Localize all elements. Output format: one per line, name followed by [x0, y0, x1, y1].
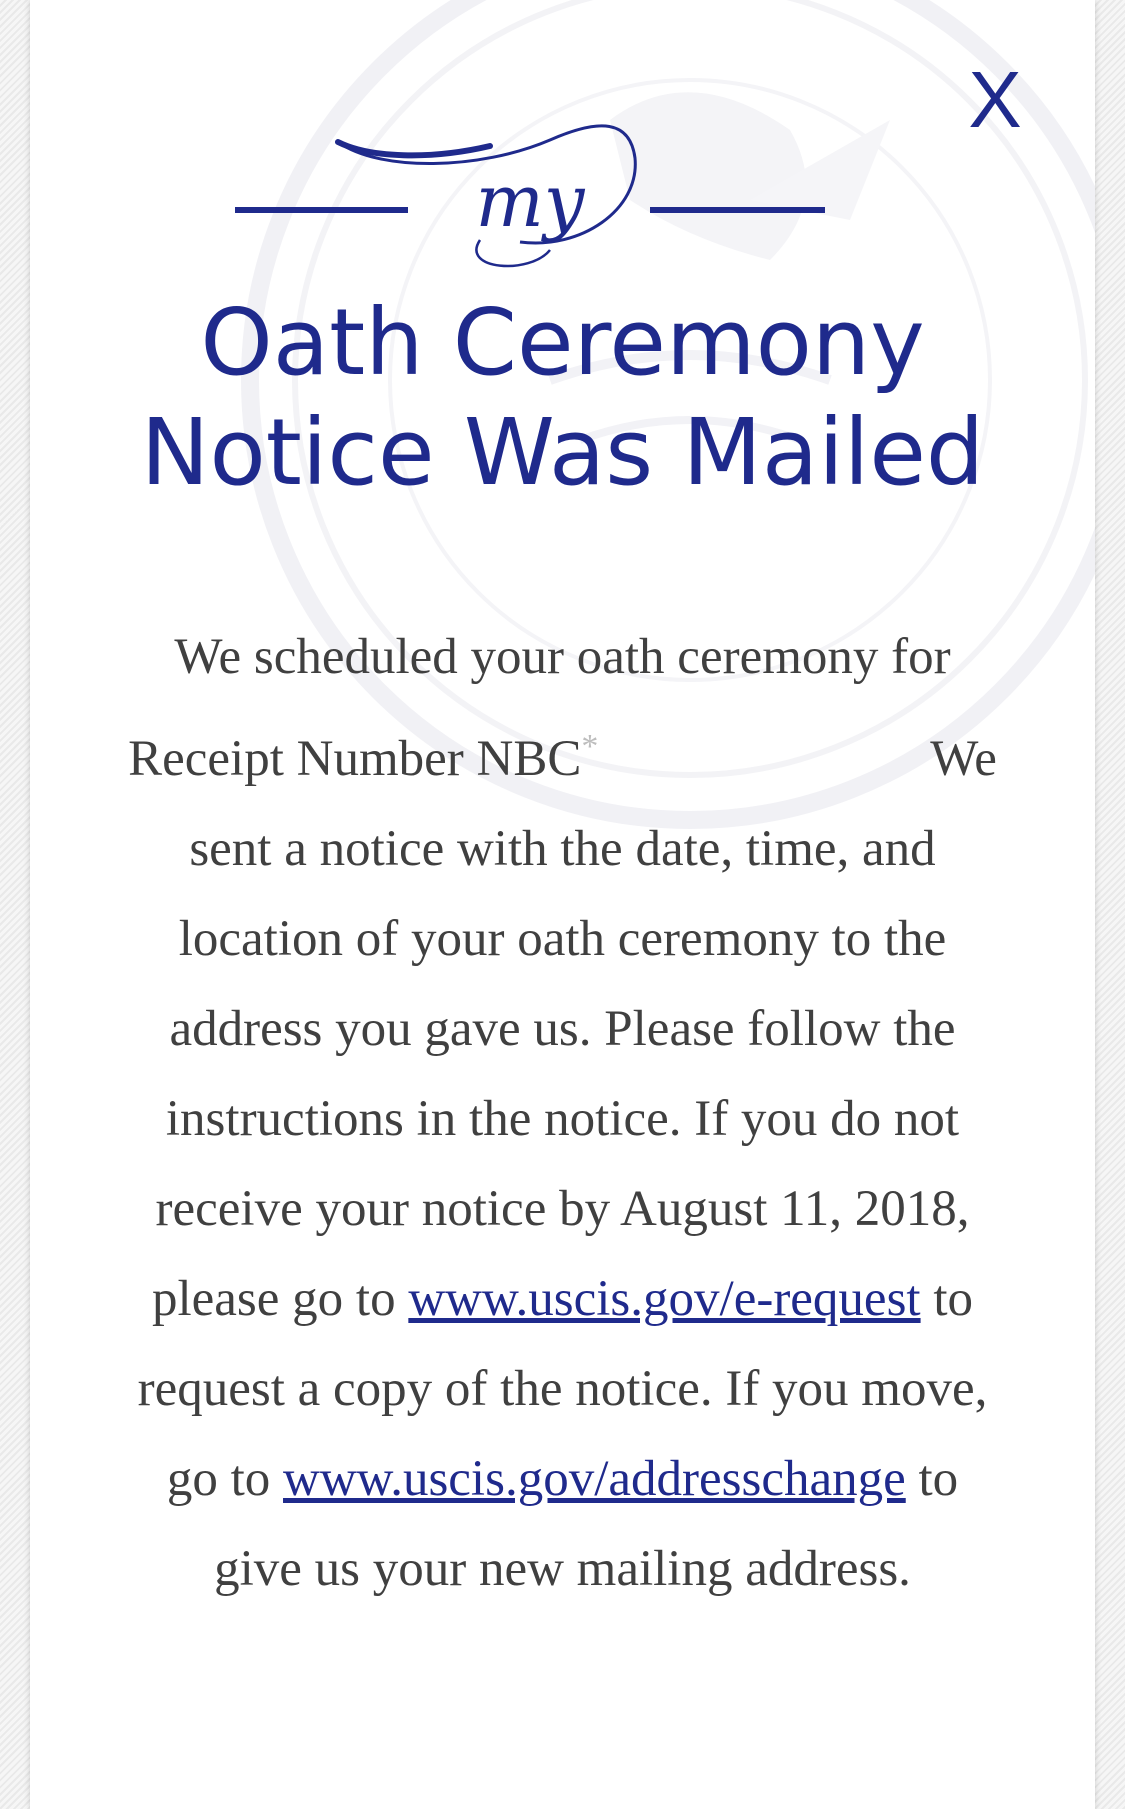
message-part-3: to request a copy of the notice. If you move, go to: [137, 1271, 988, 1507]
asterisk: *: [581, 728, 599, 765]
message-part-2: We sent a notice with the date, time, and location of your oath ceremony to the address you gave us. Please follow the instructions in the notice. If you do not receive your notice by August 11, 2018, please go to: [151, 731, 997, 1327]
page-edge-left: [0, 0, 30, 1809]
page-edge-right: [1095, 0, 1125, 1809]
title-line-2: Notice Was Mailed: [140, 399, 985, 506]
title-line-1: Oath Ceremony: [200, 289, 925, 396]
page-title: [30, 288, 1095, 508]
address-change-link[interactable]: www.uscis.gov/addresschange: [283, 1451, 906, 1507]
message-part-1: We scheduled your oath ceremony for Receipt Number NBC: [128, 629, 951, 787]
my-uscis-logo: [230, 100, 930, 290]
close-button[interactable]: X: [968, 55, 1022, 144]
status-message: [120, 612, 1005, 1614]
e-request-link[interactable]: www.uscis.gov/e-request: [408, 1271, 921, 1327]
logo-text: my: [475, 159, 585, 243]
message-part-4: to give us your new mailing address.: [214, 1451, 959, 1597]
status-dialog: [30, 0, 1095, 1809]
redacted-receipt-number: [598, 738, 918, 788]
